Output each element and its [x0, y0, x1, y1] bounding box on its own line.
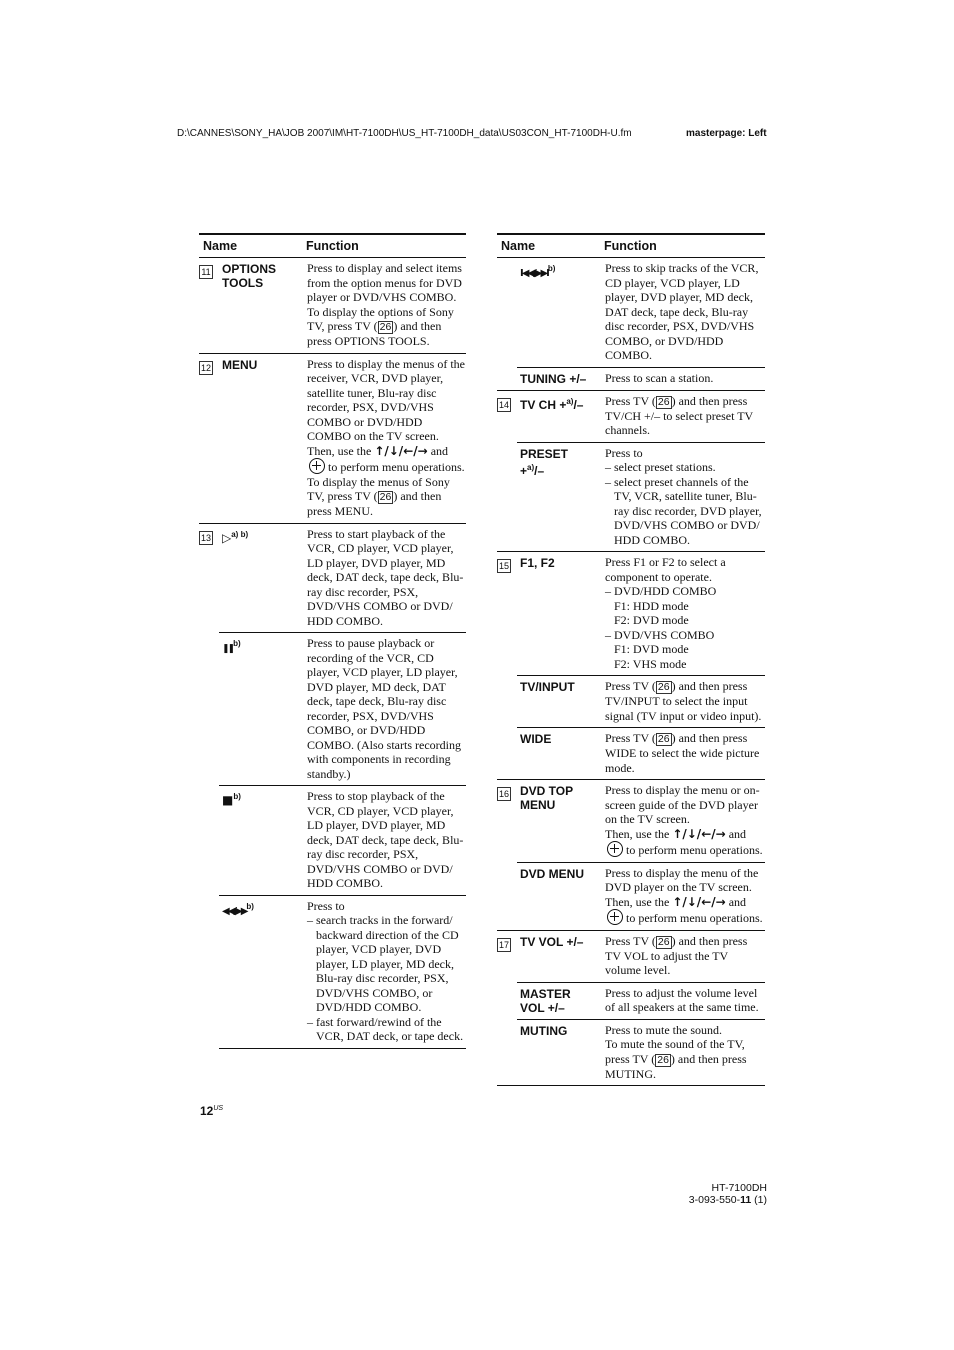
table-row — [497, 676, 765, 728]
row-name: MENU — [222, 357, 258, 372]
table-row — [497, 443, 765, 553]
row-name: F1, F2 — [520, 556, 555, 570]
pause-icon: ❚❚ — [222, 644, 234, 654]
enter-button-icon — [607, 909, 623, 925]
table-row — [199, 633, 466, 786]
row-name: TV/INPUT — [520, 680, 575, 694]
item-number: 12 — [200, 362, 211, 373]
table-row — [497, 931, 765, 983]
masterpage-label: masterpage: Left — [686, 128, 767, 139]
tv-button-ref: 26 — [657, 733, 670, 745]
row-name: ▷$^{a) b)}$ — [222, 529, 249, 545]
table-row — [199, 354, 466, 524]
table-row — [497, 258, 765, 368]
row-function: Press to – search tracks in the forward/ backward direction of the CD player, VCD player, DVD player, LD player, MD deck, Blu-ray disc recorder, PSX, DVD/VHS COMBO, or DVD/HDD COMBO. – fast forward/rewind of the VCR, DAT deck, or tape deck. — [307, 898, 464, 1043]
row-name: DVD TOP MENU — [520, 784, 574, 812]
item-number: 17 — [498, 939, 509, 950]
right-table — [497, 233, 765, 1086]
part-code: 3-093-550-11 (1) — [688, 1194, 767, 1206]
item-number: 16 — [498, 789, 509, 799]
row-function: Press to display and select items from the option menus for DVD player or DVD/VHS COMBO. To display the options of Sony TV, press TV ( 26 ) and then press OPTIONS TOOLS. — [307, 261, 462, 348]
row-function: Press to start playback of the VCR, CD player, VCD player, LD player, DVD player, MD deck, DAT deck, tape deck, Blu-ray disc recorder, PSX, DVD/VHS COMBO or DVD/ HDD COMBO. — [307, 526, 464, 628]
function-header: Function — [306, 239, 359, 253]
table-row — [497, 728, 765, 780]
table-row — [199, 258, 466, 354]
row-function: Press to pause playback or recording of the VCR, CD player, VCD player, LD player, DVD player, MD deck, DAT deck, tape deck, Blu-ray disc recorder, PSX, DVD/VHS COMBO, or DVD/HDD COMBO. (Also starts recording with components in recording standby.) — [307, 636, 461, 781]
item-number: 11 — [199, 265, 213, 279]
row-function: Press F1 or F2 to select a component to operate. – DVD/HDD COMBO F1: HDD mode F2: DVD mode – DVD/VHS COMBO F1: DVD mode F2: VHS mode — [605, 555, 726, 671]
table-row — [497, 863, 765, 931]
file-path: D:\CANNES\SONY_HA\JOB 2007\IM\HT-7100DH\US_HT-7100DH_data\US03CON_HT-7100DH-U.fm — [177, 128, 632, 139]
tv-button-ref: 26 — [379, 491, 392, 503]
row-function: Press to stop playback of the VCR, CD player, VCD player, LD player, DVD player, MD deck, DAT deck, tape deck, Blu-ray disc recorder, PSX, DVD/VHS COMBO or DVD/ HDD COMBO. — [307, 789, 464, 890]
item-number: 15 — [498, 561, 509, 571]
item-number: 13 — [200, 532, 211, 543]
row-name: ◀◀/▶▶$^{b)}$ — [222, 901, 254, 917]
row-name: MUTING — [520, 1023, 568, 1038]
tv-button-ref: 26 — [379, 321, 392, 333]
enter-button-icon — [309, 458, 325, 474]
skip-icon: I◀◀/▶▶I — [520, 268, 548, 279]
rewind-fast-forward-icon: ◀◀/▶▶ — [222, 905, 247, 917]
row-function: Press TV ( 26 ) and then press TV/INPUT to select the input signal (TV input or video input). — [605, 679, 762, 723]
row-name: TV VOL +/– — [520, 934, 584, 949]
row-name: WIDE — [520, 732, 552, 746]
row-function: Press to display the menu or on-screen guide of the DVD player on the TV screen. Then, use the ↑/↓/←/→ and to perform menu operations. — [605, 783, 763, 857]
row-function: Press to adjust the volume level of all speakers at the same time. — [605, 985, 759, 1014]
table-row — [199, 524, 466, 634]
row-name: OPTIONS TOOLS — [222, 262, 277, 290]
page-number: $12^{US}$ — [200, 1104, 224, 1118]
row-function: Press to scan a station. — [605, 370, 714, 385]
row-function: Press to mute the sound. To mute the sound of the TV, press TV ( 26 ) and then press MUTING. — [605, 1022, 747, 1081]
item-number: 14 — [498, 399, 509, 410]
footer — [689, 1182, 767, 1206]
row-function: Press TV ( 26 ) and then press TV/CH +/– to select preset TV channels. — [605, 393, 753, 437]
row-function: Press to display the menu of the DVD player on the TV screen. Then, use the ↑/↓/←/→ and to perform menu operations. — [605, 865, 763, 925]
row-name: TV CH +$^{a)}$/– — [520, 396, 584, 412]
row-name: MASTER VOL +/– — [520, 986, 571, 1015]
table-row — [497, 780, 765, 863]
arrow-keys-icon: ↑/↓/←/→ — [672, 826, 726, 841]
table-row — [497, 983, 765, 1020]
row-function: Press TV ( 26 ) and then press TV VOL to adjust the TV volume level. — [605, 933, 748, 977]
table-row — [497, 1020, 765, 1087]
tv-button-ref: 26 — [657, 395, 670, 408]
row-function: Press to skip tracks of the VCR, CD player, VCD player, LD player, DVD player, MD deck, DAT deck, tape deck, Blu-ray disc recorder, PSX, DVD/VHS COMBO, or DVD/HDD COMBO. — [605, 261, 759, 362]
row-function: Press to – select preset stations. – select preset channels of the TV, VCR, satellite tuner, Blu-ray disc recorder, DVD player, DVD/VHS COMBO or DVD/ HDD COMBO. — [605, 445, 762, 547]
arrow-keys-icon: ↑/↓/←/→ — [374, 443, 428, 458]
enter-button-icon — [607, 841, 623, 857]
name-header: Name — [501, 239, 536, 253]
stop-icon: ■ — [222, 793, 234, 807]
row-function: Press to display the menus of the receiver, VCR, DVD player, satellite tuner, Blu-ray disc recorder, PSX, DVD/VHS COMBO or DVD/HDD COMBO on the TV screen. Then, use the ↑/↓/←/→ and to perform menu operations. To display the menus of Sony TV, press TV ( 26 ) and then press MENU. — [307, 356, 465, 518]
model-number: HT-7100DH — [711, 1182, 767, 1194]
table-row — [497, 552, 765, 676]
function-header: Function — [604, 239, 657, 253]
row-name: $I◀◀/▶▶I^{b)}$ — [520, 264, 556, 279]
left-table — [199, 233, 466, 1049]
row-name: TUNING +/– — [520, 371, 587, 386]
tv-button-ref: 26 — [657, 1053, 669, 1066]
row-name: ❚❚$^{b)}$ — [222, 639, 241, 654]
table-header — [199, 233, 466, 258]
arrow-keys-icon: ↑/↓/←/→ — [672, 894, 726, 909]
table-row — [497, 391, 765, 443]
table-row — [199, 786, 466, 896]
table-row — [497, 368, 765, 391]
table-header — [497, 233, 765, 258]
row-name: PRESET +$^{a)}$/– — [520, 446, 569, 478]
table-row — [199, 896, 466, 1049]
tv-button-ref: 26 — [657, 681, 670, 693]
row-name: DVD MENU — [520, 866, 585, 881]
row-name: ■$^{b)}$ — [222, 792, 241, 807]
tv-button-ref: 26 — [657, 935, 670, 948]
play-icon: ▷ — [222, 530, 232, 545]
name-header: Name — [203, 239, 238, 253]
row-function: Press TV ( 26 ) and then press WIDE to select the wide picture mode. — [605, 731, 760, 775]
